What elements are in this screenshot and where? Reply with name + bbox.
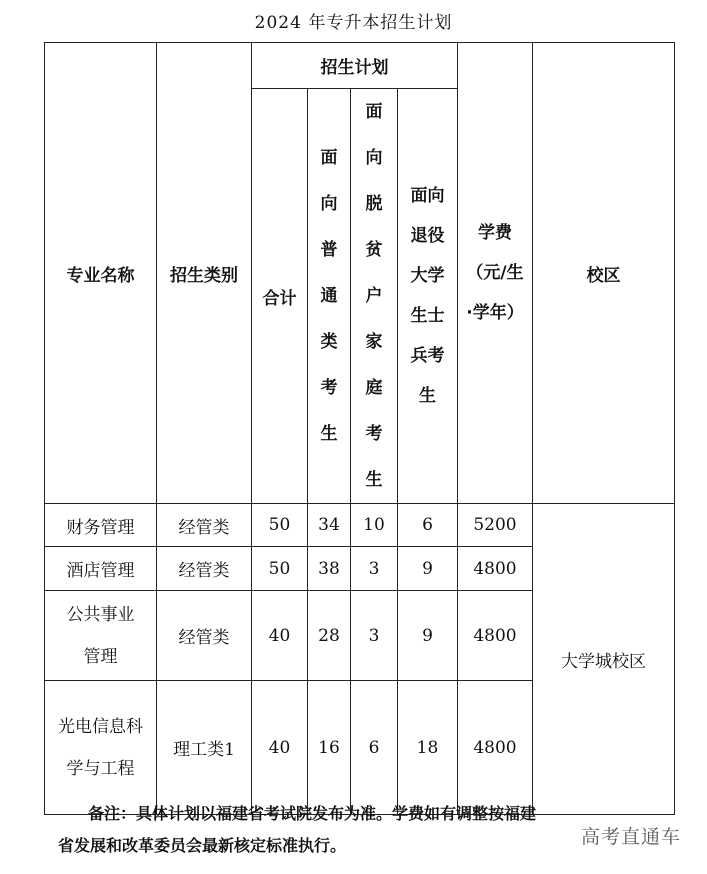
cell-fee: 5200 xyxy=(458,504,533,547)
header-poverty: 面向脱贫户家庭考生 xyxy=(351,89,398,504)
cell-poverty: 3 xyxy=(351,547,398,591)
cell-veteran: 18 xyxy=(398,681,458,815)
cell-major: 酒店管理 xyxy=(45,547,157,591)
header-plan-group: 招生计划 xyxy=(252,43,458,89)
cell-poverty: 6 xyxy=(351,681,398,815)
enrollment-plan-table xyxy=(44,42,675,815)
header-campus: 校区 xyxy=(533,43,675,504)
cell-category: 理工类1 xyxy=(157,681,252,815)
cell-major: 财务管理 xyxy=(45,504,157,547)
cell-total: 40 xyxy=(252,681,308,815)
cell-major: 公共事业管理 xyxy=(45,591,157,681)
watermark-text: 高考直通车 xyxy=(580,826,681,848)
cell-fee: 4800 xyxy=(458,681,533,815)
header-general: 面向普通类考生 xyxy=(308,89,351,504)
cell-fee: 4800 xyxy=(458,591,533,681)
header-veteran: 面向退役大学生士兵考生 xyxy=(398,89,458,504)
cell-general: 34 xyxy=(308,504,351,547)
footnote xyxy=(58,798,658,862)
page-title: 2024 年专升本招生计划 xyxy=(254,13,453,33)
cell-total: 50 xyxy=(252,547,308,591)
cell-veteran: 9 xyxy=(398,591,458,681)
header-fee: 学费（元/生·学年） xyxy=(458,43,533,504)
footnote-line-1: 备注：具体计划以福建省考试院发布为准。学费如有调整按福建 xyxy=(88,804,537,823)
cell-major: 光电信息科学与工程 xyxy=(45,681,157,815)
cell-campus: 大学城校区 xyxy=(533,504,675,815)
cell-general: 16 xyxy=(308,681,351,815)
cell-general: 38 xyxy=(308,547,351,591)
cell-poverty: 3 xyxy=(351,591,398,681)
cell-poverty: 10 xyxy=(351,504,398,547)
cell-veteran: 9 xyxy=(398,547,458,591)
cell-general: 28 xyxy=(308,591,351,681)
table-row xyxy=(45,504,675,547)
cell-category: 经管类 xyxy=(157,591,252,681)
cell-category: 经管类 xyxy=(157,547,252,591)
cell-category: 经管类 xyxy=(157,504,252,547)
header-total: 合计 xyxy=(252,89,308,504)
cell-fee: 4800 xyxy=(458,547,533,591)
header-major: 专业名称 xyxy=(45,43,157,504)
header-category: 招生类别 xyxy=(157,43,252,504)
cell-total: 40 xyxy=(252,591,308,681)
cell-veteran: 6 xyxy=(398,504,458,547)
footnote-line-2: 省发展和改革委员会最新核定标准执行。 xyxy=(58,836,347,855)
cell-total: 50 xyxy=(252,504,308,547)
